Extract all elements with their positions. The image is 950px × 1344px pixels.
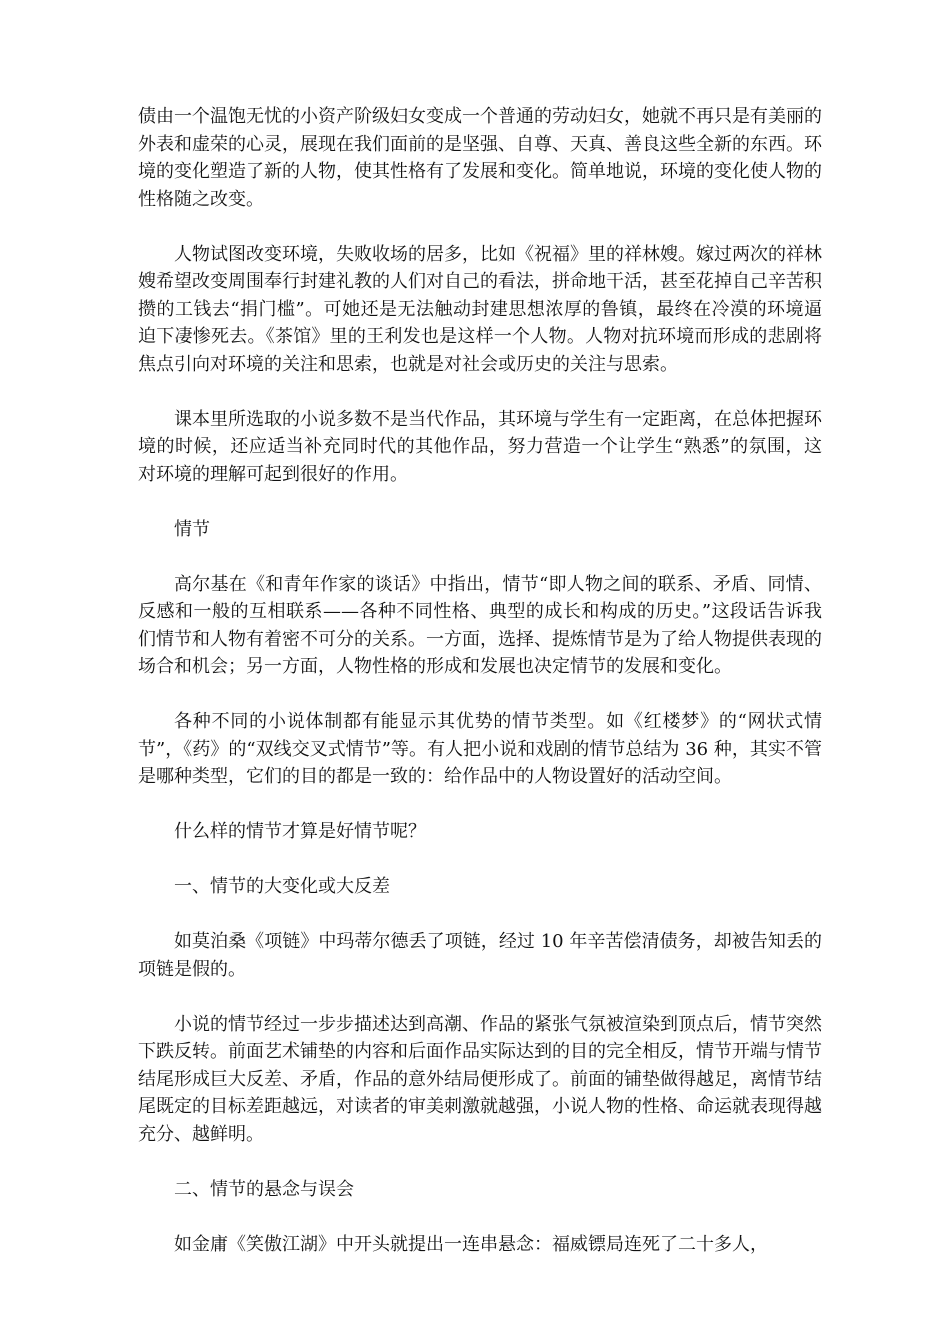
paragraph-jinyong: 如金庸《笑傲江湖》中开头就提出一连串悬念：福威镖局连死了二十多人， (174, 1233, 768, 1255)
paragraph-continuation: 债由一个温饱无忧的小资产阶级妇女变成一个普通的劳动妇女，她就不再只是有美丽的外表和虚荣的心灵，展现在我们面前的是坚强、自尊、天真、善良这些全新的东西。环境的变化塑造了新的人物，使其性格有了发展和变化。简单地说，环境的变化使人物的性格随之改变。 (138, 106, 822, 210)
document-body (138, 103, 822, 1286)
paragraph-question: 什么样的情节才算是好情节呢？ (174, 821, 426, 842)
paragraph-plot-types: 各种不同的小说体制都有能显示其优势的情节类型。如《红楼梦》的“网状式情节”，《药》的“双线交叉式情节”等。有人把小说和戏剧的情节总结为 36 种，其实不管是哪种类型，它们的目的都是一致的：给作品中的人物设置好的活动空间。 (138, 711, 822, 787)
section-heading-plot: 情节 (174, 518, 210, 540)
subheading-suspense: 二、情节的悬念与误会 (174, 1178, 354, 1200)
paragraph-textbook-environment: 课本里所选取的小说多数不是当代作品，其环境与学生有一定距离，在总体把握环境的时候，还应适当补充同时代的其他作品，努力营造一个让学生“熟悉”的氛围，这对环境的理解可起到很好的作用。 (138, 408, 822, 485)
paragraph-climax-reversal: 小说的情节经过一步步描述达到高潮、作品的紧张气氛被渲染到顶点后，情节突然下跌反转。前面艺术铺垫的内容和后面作品实际达到的目的完全相反，情节开端与情节结尾形成巨大反差、矛盾，作品的意外结局便形成了。前面的铺垫做得越足，离情节结尾既定的目标差距越远，对读者的审美刺激就越强，小说人物的性格、命运就表现得越充分、越鲜明。 (138, 1013, 822, 1145)
subheading-big-change: 一、情节的大变化或大反差 (174, 876, 390, 897)
paragraph-necklace: 如莫泊桑《项链》中玛蒂尔德丢了项链，经过 10 年辛苦偿清债务，却被告知丢的项链是假的。 (138, 931, 822, 980)
paragraph-gorky: 高尔基在《和青年作家的谈话》中指出，情节“即人物之间的联系、矛盾、同情、反感和一般的互相联系——各种不同性格、典型的成长和构成的历史。”这段话告诉我们情节和人物有着密不可分的关系。一方面，选择、提炼情节是为了给人物提供表现的场合和机会；另一方面，人物性格的形成和发展也决定情节的发展和变化。 (138, 573, 822, 677)
paragraph-xianglinsao: 人物试图改变环境，失败收场的居多，比如《祝福》里的祥林嫂。嫁过两次的祥林嫂希望改变周围奉行封建礼教的人们对自己的看法，拼命地干活，甚至花掉自己辛苦积攒的工钱去“捐门槛”。可她还是无法触动封建思想浓厚的鲁镇，最终在冷漠的环境逼迫下凄惨死去。《茶馆》里的王利发也是这样一个人物。人物对抗环境而形成的悲剧将焦点引向对环境的关注和思索，也就是对社会或历史的关注与思索。 (138, 243, 822, 375)
